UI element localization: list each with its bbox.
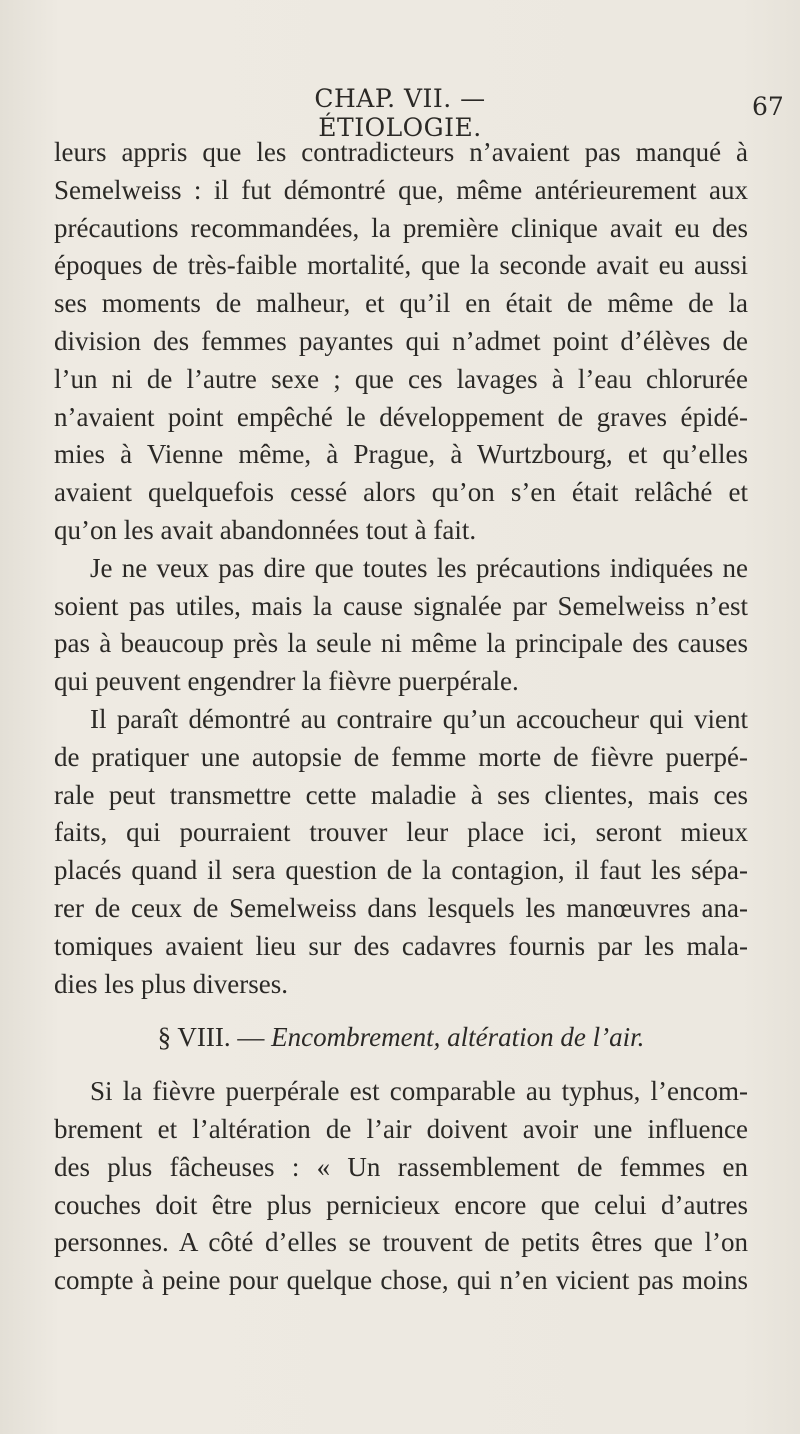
text-line: brement et l’altération de l’air doivent avoir une influence xyxy=(54,1113,748,1144)
text-line: personnes. A côté d’elles se trouvent de petits êtres que l’on xyxy=(54,1227,748,1258)
text-line: faits, qui pourraient trouver leur place ici, seront mieux xyxy=(54,817,748,848)
text-line: époques de très-faible mortalité, que la seconde avait eu aussi xyxy=(54,250,748,281)
running-title: CHAP. VII. — ÉTIOLOGIE. xyxy=(314,84,486,142)
text-line: rer de ceux de Semelweiss dans lesquels les manœuvres ana- xyxy=(54,892,748,923)
text-line: Semelweiss : il fut démontré que, même antérieurement aux xyxy=(54,174,748,205)
text-line: ses moments de malheur, et qu’il en était de même de la xyxy=(54,288,748,319)
text-line: pas à beaucoup près la seule ni même la principale des causes xyxy=(54,628,748,659)
text-line: Je ne veux pas dire que toutes les précautions indiquées ne xyxy=(90,552,748,583)
text-line: n’avaient point empêché le développement de graves épidé- xyxy=(54,401,748,432)
text-line: placés quand il sera question de la contagion, il faut les sépa- xyxy=(54,855,748,886)
text-line: qu’on les avait abandonnées tout à fait. xyxy=(54,514,477,545)
text-line: des plus fâcheuses : « Un rassemblement de femmes en xyxy=(54,1151,748,1182)
text-line: l’un ni de l’autre sexe ; que ces lavages à l’eau chlorurée xyxy=(54,363,748,394)
text-line: Si la fièvre puerpérale est comparable au typhus, l’encom- xyxy=(90,1076,748,1107)
text-line: précautions recommandées, la première clinique avait eu des xyxy=(54,212,748,243)
text-line: leurs appris que les contradicteurs n’avaient pas manqué à xyxy=(54,137,748,167)
text-line: Il paraît démontré au contraire qu’un accoucheur qui vient xyxy=(90,703,748,734)
text-line: dies les plus diverses. xyxy=(54,968,288,999)
text-line: rale peut transmettre cette maladie à ses clientes, mais ces xyxy=(54,779,748,810)
page-number: 67 xyxy=(752,92,784,121)
paragraph-4 xyxy=(54,1073,748,1300)
section-title: Encombrement, altération de l’air. xyxy=(271,1022,645,1053)
text-line: de pratiquer une autopsie de femme morte de fièvre puerpé- xyxy=(54,741,748,772)
text-line: qui peuvent engendrer la fièvre puerpérale. xyxy=(54,666,519,697)
body-text xyxy=(54,134,748,1300)
text-line: avaient quelquefois cessé alors qu’on s’en était relâché et xyxy=(54,477,748,508)
text-line: couches doit être plus pernicieux encore que celui d’autres xyxy=(54,1189,748,1220)
text-line: tomiques avaient lieu sur des cadavres fournis par les mala- xyxy=(54,930,748,961)
section-heading xyxy=(54,1019,748,1057)
paragraph-1 xyxy=(54,134,748,550)
text-line: mies à Vienne même, à Prague, à Wurtzbourg, et qu’elles xyxy=(54,439,748,470)
text-line: compte à peine pour quelque chose, qui n’en vicient pas moins xyxy=(54,1265,748,1296)
section-number: § VIII. — xyxy=(157,1022,265,1053)
text-line: division des femmes payantes qui n’admet point d’élèves de xyxy=(54,325,748,356)
paragraph-3 xyxy=(54,701,748,1003)
paragraph-2 xyxy=(54,550,748,701)
text-line: soient pas utiles, mais la cause signalée par Semelweiss n’est xyxy=(54,590,748,621)
